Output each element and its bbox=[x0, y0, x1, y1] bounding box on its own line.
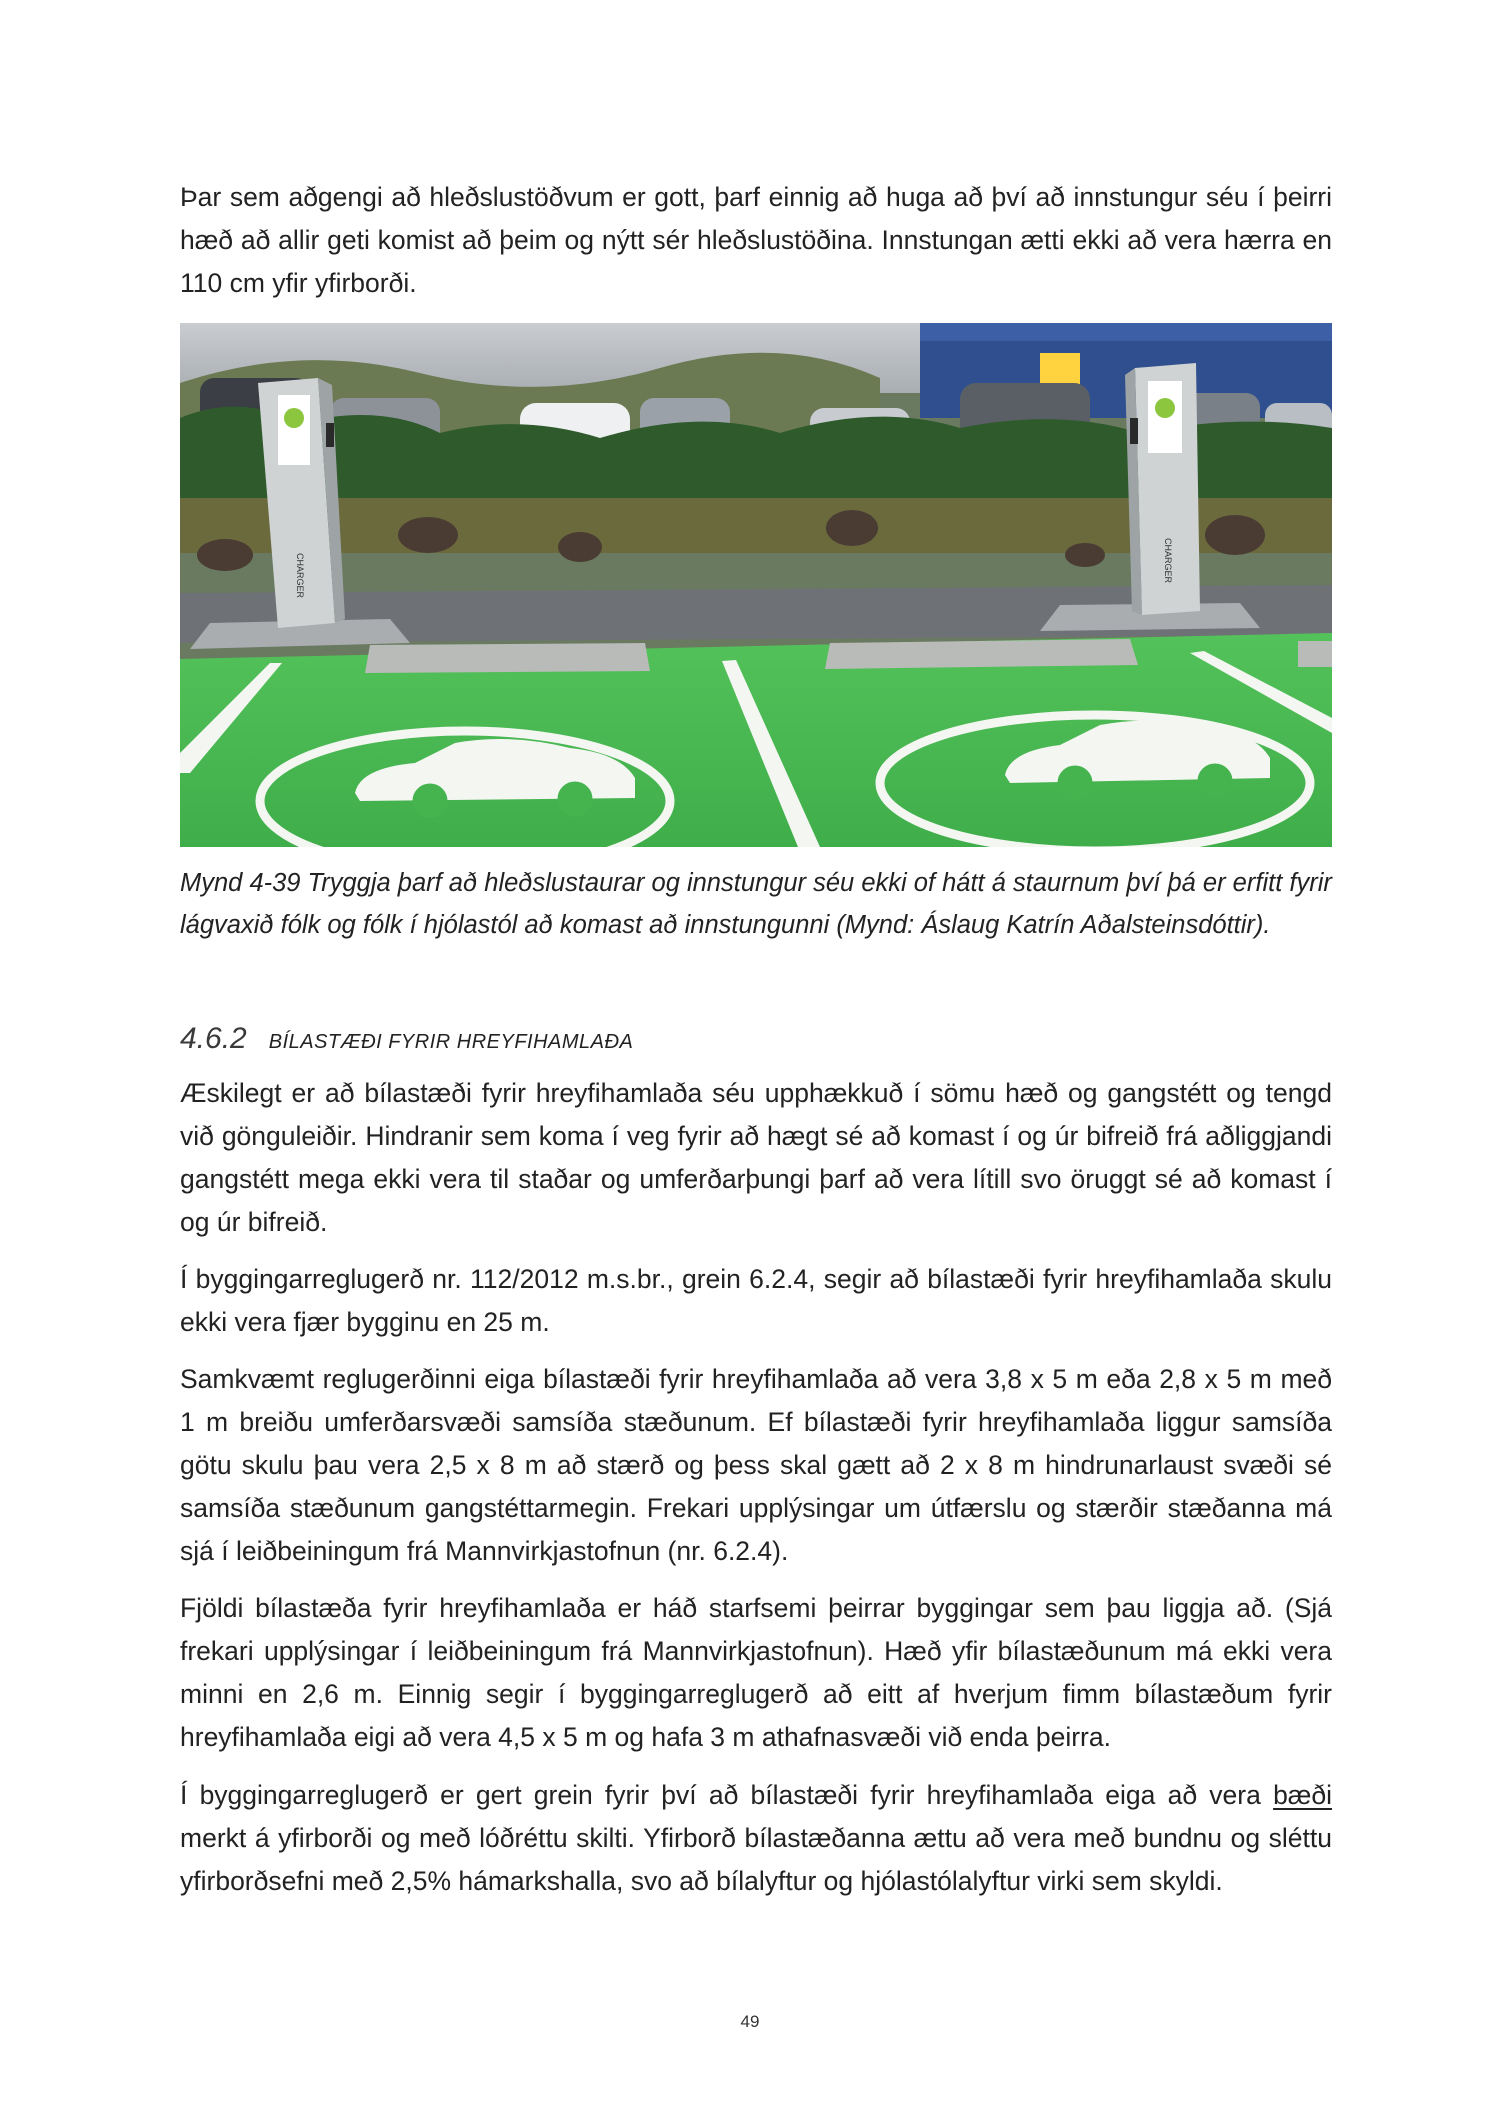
section-heading bbox=[180, 1022, 1332, 1066]
last-paragraph-start: Í byggingarreglugerð er gert grein fyrir því að bílastæði fyrir hreyfihamlaða eiga að vera bbox=[180, 1780, 1274, 1810]
body-paragraph: Fjöldi bílastæða fyrir hreyfihamlaða er háð starfsemi þeirrar byggingar sem þau liggja að. (Sjá frekari upplýsingar í leiðbeiningum frá Mannvirkjastofnun). Hæð yfir bílastæðunum má ekki vera minni en 2,6 m. Einnig segir í byggingarreglugerð að eitt af hverjum fimm bílastæðum fyrir hreyfihamlaða eigi að vera 4,5 x 5 m og hafa 3 m athafnasvæði við enda þeirra. bbox=[180, 1593, 1332, 1752]
photo-illustration bbox=[180, 323, 1332, 847]
charging-post-right bbox=[1125, 363, 1200, 615]
body-paragraph: Samkvæmt reglugerðinni eiga bílastæði fyrir hreyfihamlaða að vera 3,8 x 5 m eða 2,8 x 5 m með 1 m breiðu umferðarsvæði samsíða stæðunum. Ef bílastæði fyrir hreyfihamlaða liggur samsíða götu skulu þau vera 2,5 x 8 m að stærð og þess skal gætt að 2 x 8 m hindrunarlaust svæði sé samsíða stæðunum gangstéttarmegin. Frekari upplýsingar um útfærslu og stærðir stæðanna má sjá í leiðbeiningum frá Mannvirkjastofnun (nr. 6.2.4). bbox=[180, 1364, 1332, 1566]
building-roof bbox=[920, 323, 1332, 341]
body-paragraph: Æskilegt er að bílastæði fyrir hreyfihamlaða séu upphækkuð í sömu hæð og gangstétt og tengd við gönguleiðir. Hindranir sem koma í veg fyrir að hægt sé að komast í og úr bifreið frá aðliggjandi gangstétt mega ekki vera til staðar og umferðarþungi þarf að vera lítill svo öruggt sé að komast í og úr bifreið. bbox=[180, 1078, 1332, 1237]
figure-photo-ev-charging-parking bbox=[180, 323, 1332, 847]
charger-label-left: CHARGER bbox=[295, 553, 305, 599]
body-paragraph-last bbox=[180, 1774, 1332, 1903]
section-number: 4.6.2 bbox=[180, 1022, 247, 1055]
figure-caption: Mynd 4-39 Tryggja þarf að hleðslustaurar og innstungur séu ekki of hátt á staurnum því þá er erfitt fyrir lágvaxið fólk og fólk í hjólastól að komast að innstungunni (Mynd: Áslaug Katrín Aðalsteinsdóttir). bbox=[180, 869, 1332, 939]
underlined-word: bæði bbox=[1273, 1780, 1332, 1810]
charging-post-left bbox=[258, 378, 345, 628]
body-paragraph: Í byggingarreglugerð nr. 112/2012 m.s.br., grein 6.2.4, segir að bílastæði fyrir hreyfihamlaða skulu ekki vera fjær bygginu en 25 m. bbox=[180, 1264, 1332, 1337]
wheel-stop-edge bbox=[1298, 641, 1332, 667]
intro-paragraph: Þar sem aðgengi að hleðslustöðvum er gott, þarf einnig að huga að því að innstungur séu í þeirri hæð að allir geti komist að þeim og nýtt sér hleðslustöðina. Innstungan ætti ekki að vera hærra en 110 cm yfir yfirborði. bbox=[180, 182, 1332, 298]
last-paragraph-end: merkt á yfirborði og með lóðréttu skilti. Yfirborð bílastæðanna ættu að vera með bundnu og sléttu yfirborðsefni með 2,5% hámarkshalla, svo að bílalyftur og hjólastólalyftur virki sem skyldi. bbox=[180, 1823, 1332, 1896]
wheel-stop-left bbox=[365, 643, 650, 673]
wheel-stop-right bbox=[825, 639, 1138, 669]
page-number: 49 bbox=[740, 2012, 760, 2031]
section-title: BÍLASTÆÐI FYRIR HREYFIHAMLAÐA bbox=[268, 1031, 634, 1053]
charger-label-right: CHARGER bbox=[1163, 538, 1173, 584]
